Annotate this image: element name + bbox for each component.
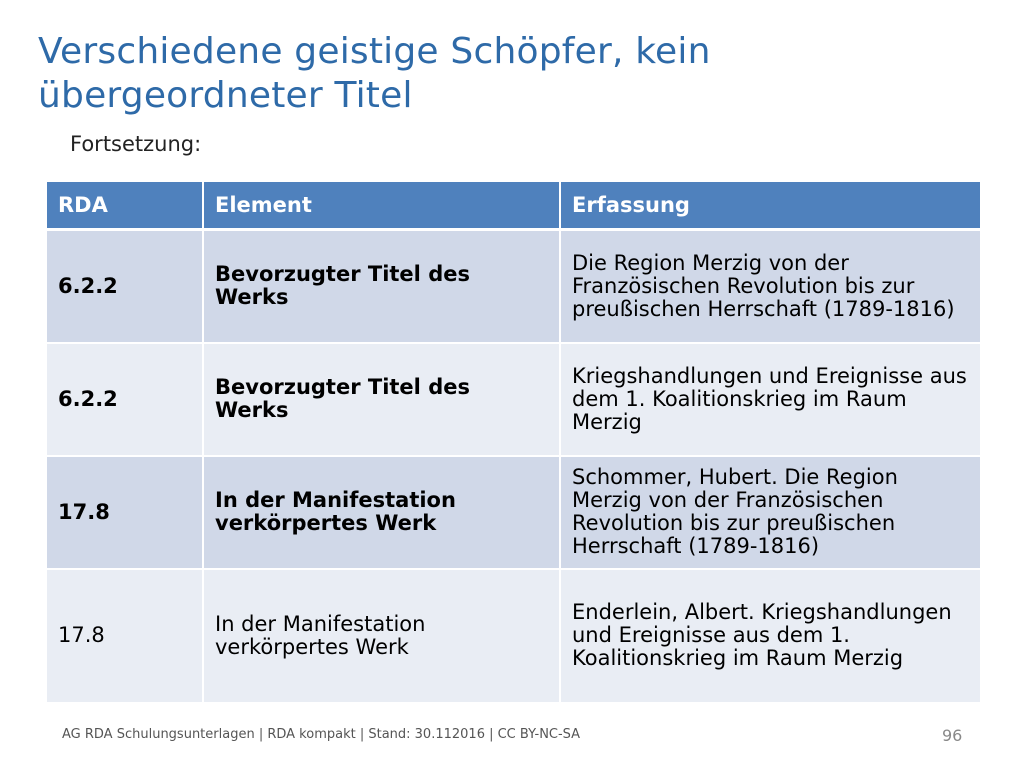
cell-element: Bevorzugter Titel des Werks	[203, 230, 560, 343]
cell-element: Bevorzugter Titel des Werks	[203, 343, 560, 456]
header-rda: RDA	[46, 182, 203, 230]
cell-rda: 6.2.2	[46, 343, 203, 456]
cell-rda: 17.8	[46, 569, 203, 703]
cell-rda: 17.8	[46, 456, 203, 569]
rda-table	[45, 182, 982, 704]
slide-title: Verschiedene geistige Schöpfer, kein übergeordneter Titel	[38, 31, 711, 116]
header-erfassung: Erfassung	[560, 182, 981, 230]
cell-erfassung: Kriegshandlungen und Ereignisse aus dem 1. Koalitionskrieg im Raum Merzig	[560, 343, 981, 456]
cell-erfassung: Die Region Merzig von der Französischen Revolution bis zur preußischen Herrschaft (1789-1816)	[560, 230, 981, 343]
cell-element: In der Manifestation verkörpertes Werk	[203, 569, 560, 703]
cell-erfassung: Schommer, Hubert. Die Region Merzig von der Französischen Revolution bis zur preußischen Herrschaft (1789-1816)	[560, 456, 981, 569]
cell-element: In der Manifestation verkörpertes Werk	[203, 456, 560, 569]
table-row	[46, 343, 981, 456]
page-number: 96	[942, 726, 963, 745]
cell-erfassung: Enderlein, Albert. Kriegshandlungen und Ereignisse aus dem 1. Koalitionskrieg im Raum Merzig	[560, 569, 981, 703]
table-header-row	[46, 182, 981, 230]
table-row	[46, 230, 981, 343]
header-element: Element	[203, 182, 560, 230]
slide-subtitle: Fortsetzung:	[70, 132, 202, 156]
table-row	[46, 569, 981, 703]
cell-rda: 6.2.2	[46, 230, 203, 343]
footer-text: AG RDA Schulungsunterlagen | RDA kompakt | Stand: 30.112016 | CC BY-NC-SA	[62, 727, 581, 742]
table-row	[46, 456, 981, 569]
